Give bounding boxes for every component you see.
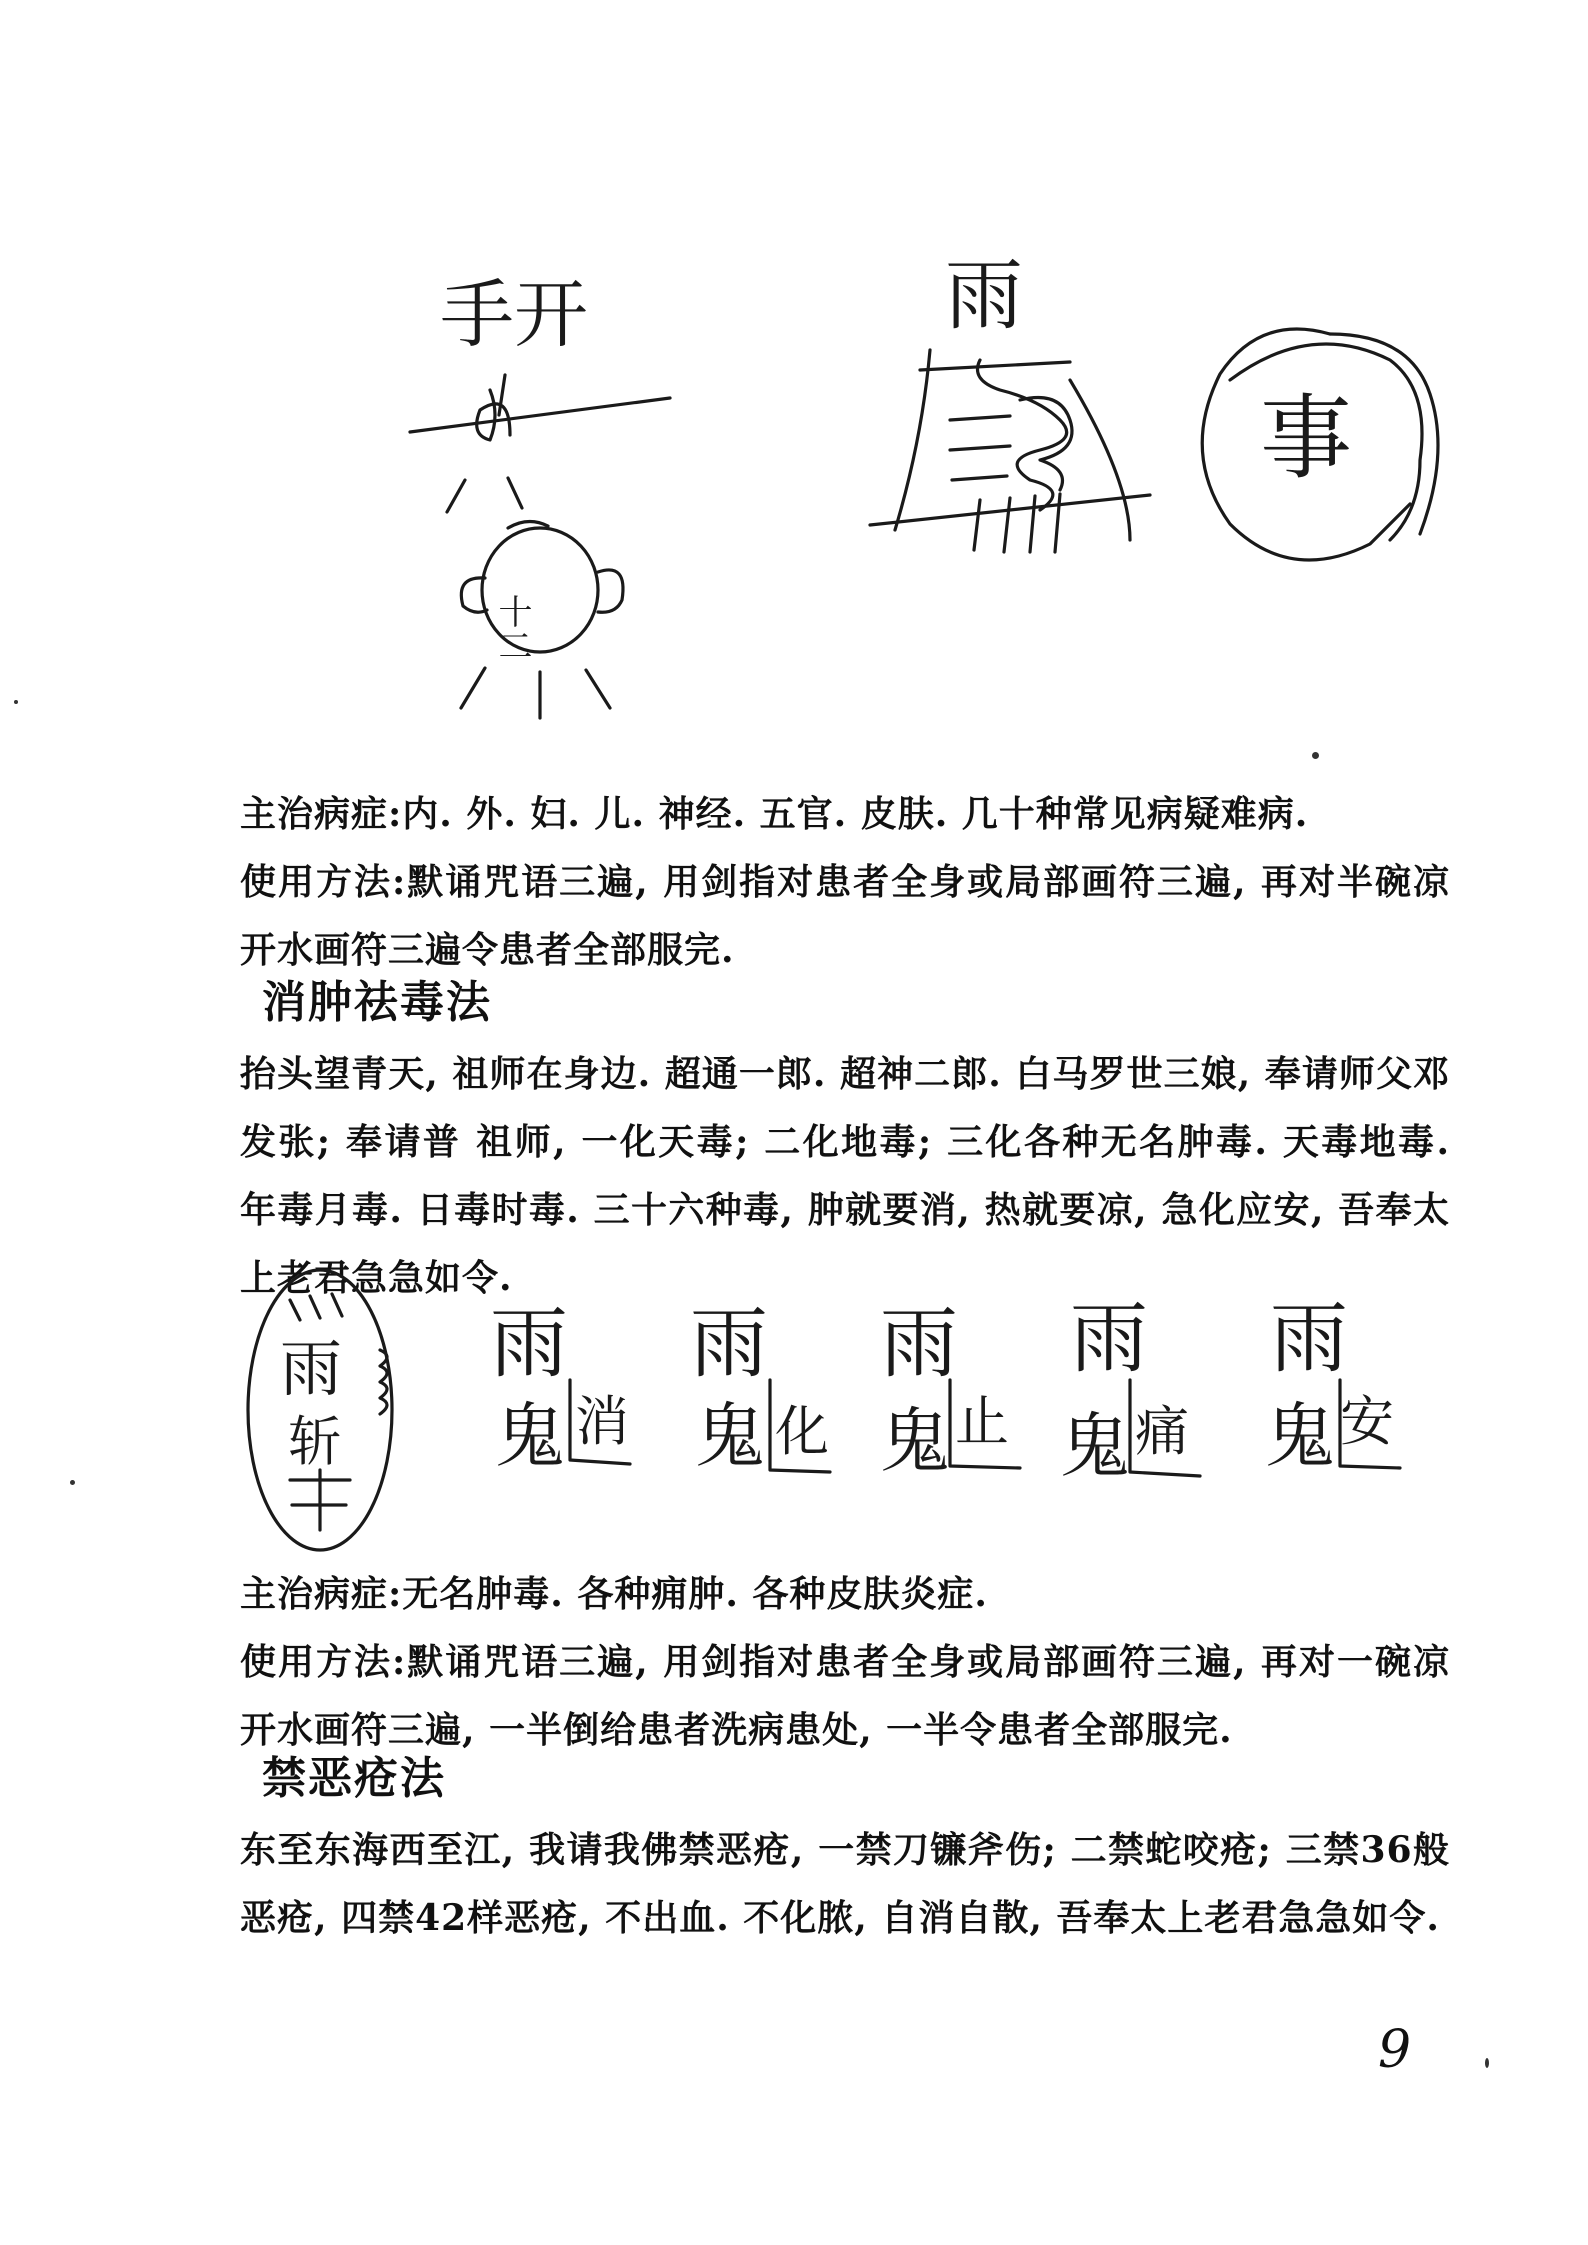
talisman-face-text: 十二: [492, 594, 532, 662]
indications-label-2: 主治病症:: [240, 1573, 403, 1615]
section2-indications: [240, 1560, 1450, 1628]
svg-text:鬼: 鬼: [880, 1400, 950, 1482]
incantation-text: 抬头望青天, 祖师在身边. 超通一郎. 超神二郎. 白马罗世三娘, 奉请师父邓发张; 奉请普 祖师, 一化天毒; 二化地毒; 三化各种无名肿毒. 天毒地毒. 年毒月毒. 日毒时毒. 三十六种毒, 肿就要消, 热就要凉, 急化应安, 吾奉太上老君急急如令.: [240, 1053, 1450, 1299]
indications-label: 主治病症:: [240, 793, 403, 835]
indications-text-2: 无名肿毒. 各种痈肿. 各种皮肤炎症.: [402, 1573, 988, 1615]
section1-usage: [240, 848, 1450, 984]
svg-text:雨: 雨: [1270, 1294, 1349, 1384]
talisman-char-rain: 雨: [945, 251, 1024, 341]
usage-text-2: 默诵咒语三遍, 用剑指对患者全身或局部画符三遍, 再对一碗凉开水画符三遍, 一半倒给患者洗病患处, 一半令患者全部服完.: [240, 1641, 1451, 1751]
usage-text: 默诵咒语三遍, 用剑指对患者全身或局部画符三遍, 再对半碗凉开水画符三遍令患者全部服完.: [240, 861, 1451, 971]
usage-label: 使用方法:: [240, 861, 407, 903]
scan-speck: [1312, 752, 1319, 759]
scan-speck: [70, 1480, 75, 1485]
svg-text:雨: 雨: [490, 1299, 569, 1389]
ghost-talisman-4: [1060, 1294, 1200, 1487]
ghost-talisman-5: [1265, 1294, 1400, 1477]
talisman-row: [240, 1270, 1450, 1570]
scan-speck: [1485, 2058, 1489, 2068]
ghost-talisman-4-char: 痛: [1135, 1400, 1189, 1463]
svg-text:雨: 雨: [880, 1299, 959, 1389]
ghost-talisman-5-char: 安: [1340, 1390, 1394, 1453]
talisman-figure-top-right: [1190, 320, 1450, 590]
section2-text: [240, 1560, 1450, 1764]
talisman-char-inner-right: 事: [1260, 385, 1353, 492]
svg-text:鬼: 鬼: [1060, 1405, 1130, 1487]
ghost-talisman-2-char: 化: [775, 1400, 829, 1463]
usage-label-2: 使用方法:: [240, 1641, 407, 1683]
svg-text:雨: 雨: [1070, 1294, 1149, 1384]
svg-text:鬼: 鬼: [495, 1395, 565, 1477]
ghost-talisman-1: [490, 1299, 630, 1477]
section2-heading: 消肿祛毒法: [262, 977, 492, 1028]
section1-indications: [240, 780, 1450, 848]
ghost-talisman-3: [880, 1299, 1020, 1482]
section3-heading: 禁恶疮法: [262, 1753, 446, 1804]
svg-text:鬼: 鬼: [1265, 1395, 1335, 1477]
section3-incantation: [240, 1816, 1450, 1952]
talisman-figure-top-left: [390, 260, 690, 740]
svg-text:雨: 雨: [690, 1299, 769, 1389]
svg-text:鬼: 鬼: [695, 1395, 765, 1477]
talisman-row-first-inner: 斩: [288, 1410, 342, 1473]
ghost-talisman-3-char: 止: [955, 1390, 1009, 1453]
talisman-char-top-left: 手开: [440, 272, 588, 358]
indications-text: 内. 外. 妇. 儿. 神经. 五官. 皮肤. 几十种常见病疑难病.: [402, 793, 1309, 835]
incantation-text-3: 东至东海西至江, 我请我佛禁恶疮, 一禁刀镰斧伤; 二禁蛇咬疮; 三禁36般恶疮, 四禁42样恶疮, 不出血. 不化脓, 自消自散, 吾奉太上老君急急如令.: [240, 1829, 1450, 1939]
scan-speck: [14, 700, 18, 704]
talisman-figure-top-middle: [860, 250, 1160, 570]
ghost-talisman-2: [690, 1299, 830, 1477]
talisman-row-first-char: 雨: [280, 1332, 343, 1405]
page-number: 9: [1378, 2020, 1412, 2080]
ghost-talisman-1-char: 消: [575, 1390, 629, 1453]
section1-text: [240, 780, 1450, 984]
